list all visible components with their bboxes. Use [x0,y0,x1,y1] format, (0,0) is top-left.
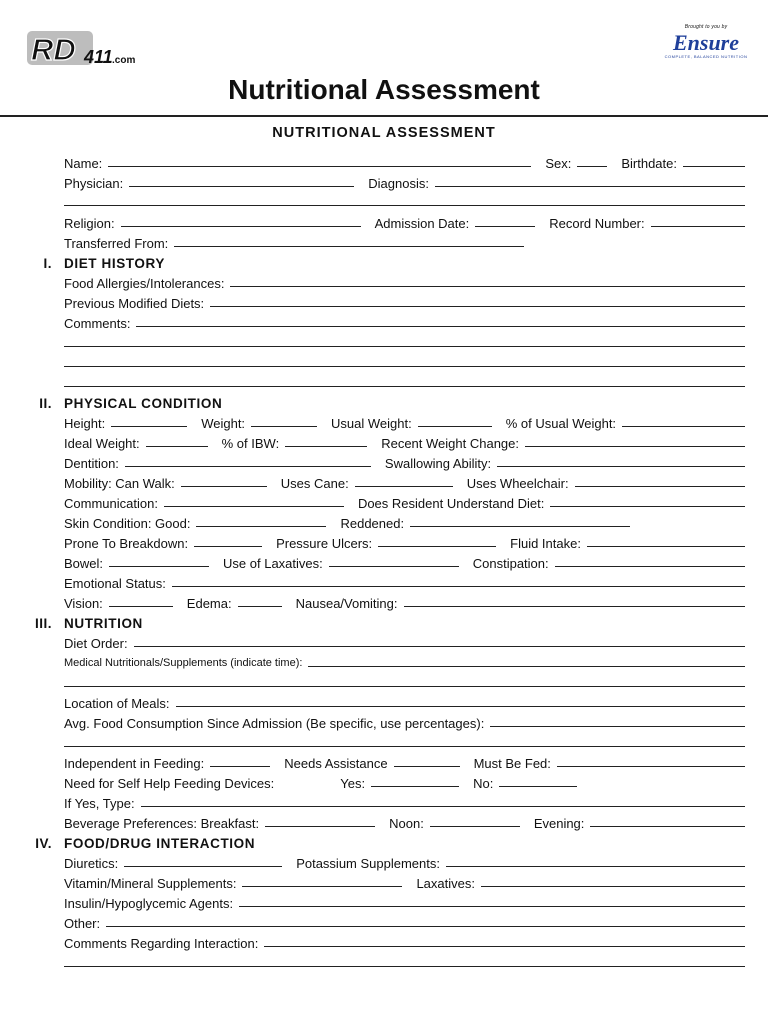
reddened-label: Reddened: [340,516,405,531]
row-supplements [64,651,745,671]
row-dentition [64,451,745,471]
height-field[interactable] [111,426,187,427]
vitamin-label: Vitamin/Mineral Supplements: [64,876,237,891]
emotional-field[interactable] [172,586,745,587]
insulin-field[interactable] [239,906,745,907]
independent-field[interactable] [210,766,270,767]
vision-label: Vision: [64,596,103,611]
fluid-intake-label: Fluid Intake: [510,536,581,551]
row-previous-diets [64,291,745,311]
section-number: III. [34,616,52,631]
row-bowel [64,551,745,571]
noon-field[interactable] [430,826,520,827]
religion-label: Religion: [64,216,115,231]
row-mobility [64,471,745,491]
vision-field[interactable] [109,606,173,607]
consumption-line-2[interactable] [64,746,745,747]
section-number: IV. [35,836,52,851]
supplements-field[interactable] [308,666,745,667]
emotional-label: Emotional Status: [64,576,166,591]
if-yes-label: If Yes, Type: [64,796,135,811]
understand-diet-field[interactable] [550,506,745,507]
no-label: No: [473,776,494,791]
previous-diets-label: Previous Modified Diets: [64,296,205,311]
other-label: Other: [64,916,101,931]
transferred-from-field[interactable] [174,246,524,247]
skin-good-field[interactable] [196,526,326,527]
edema-label: Edema: [186,596,232,611]
yes-label: Yes: [340,776,366,791]
section-number: I. [43,256,52,271]
name-field[interactable] [108,166,531,167]
row-diet-order [64,631,745,651]
can-walk-field[interactable] [181,486,267,487]
must-be-fed-field[interactable] [557,766,745,767]
recent-change-field[interactable] [525,446,745,447]
row-emotional [64,571,745,591]
section-nutrition [0,611,143,631]
laxatives-use-field[interactable] [329,566,459,567]
uses-cane-label: Uses Cane: [280,476,349,491]
rd411-logo [26,30,138,66]
row-allergies [64,271,745,291]
uses-wheelchair-label: Uses Wheelchair: [466,476,569,491]
weight-field[interactable] [251,426,317,427]
location-field[interactable] [176,706,745,707]
diuretics-field[interactable] [124,866,282,867]
potassium-field[interactable] [446,866,745,867]
row-transferred [64,231,745,251]
section-number: II. [39,396,52,411]
section-title: FOOD/DRUG INTERACTION [64,836,256,851]
no-field[interactable] [499,786,577,787]
allergies-field[interactable] [230,286,745,287]
dentition-label: Dentition: [64,456,119,471]
previous-diets-field[interactable] [210,306,745,307]
skin-good-label: Skin Condition: Good: [64,516,191,531]
laxatives-use-label: Use of Laxatives: [223,556,323,571]
row-prone-breakdown [64,531,745,551]
birthdate-label: Birthdate: [621,156,677,171]
pct-usual-weight-field[interactable] [622,426,745,427]
consumption-field[interactable] [490,726,745,727]
swallowing-field[interactable] [497,466,745,467]
interaction-comments-label: Comments Regarding Interaction: [64,936,259,951]
usual-weight-field[interactable] [418,426,492,427]
row-other [64,911,745,931]
laxatives-field[interactable] [481,886,745,887]
prone-breakdown-label: Prone To Breakdown: [64,536,189,551]
section-title: PHYSICAL CONDITION [64,396,223,411]
religion-field[interactable] [121,226,361,227]
ensure-logo [660,24,752,78]
diagnosis-label: Diagnosis: [368,176,429,191]
needs-assistance-field[interactable] [394,766,460,767]
interaction-comments-field[interactable] [264,946,745,947]
row-communication [64,491,745,511]
needs-assistance-label: Needs Assistance [284,756,388,771]
sex-label: Sex: [545,156,572,171]
physician-label: Physician: [64,176,124,191]
row-if-yes [64,791,745,811]
edema-field[interactable] [238,606,282,607]
sex-field[interactable] [577,166,607,167]
bowel-field[interactable] [109,566,209,567]
comments-line-4[interactable] [64,386,745,387]
pressure-ulcers-field[interactable] [378,546,496,547]
row-beverage [64,811,745,831]
communication-label: Communication: [64,496,158,511]
ensure-brought-text: Brought to you by [684,24,728,30]
admission-date-label: Admission Date: [374,216,470,231]
row-physician [64,171,745,191]
constipation-label: Constipation: [472,556,549,571]
communication-field[interactable] [164,506,344,507]
ensure-subtitle: COMPLETE, BALANCED NUTRITION [664,54,748,59]
noon-label: Noon: [389,816,424,831]
transferred-from-label: Transferred From: [64,236,169,251]
row-self-help [64,771,745,791]
yes-field[interactable] [371,786,459,787]
physician-field[interactable] [129,186,354,187]
ideal-weight-field[interactable] [146,446,208,447]
evening-label: Evening: [533,816,585,831]
section-food-drug [0,831,255,851]
swallowing-label: Swallowing Ability: [384,456,492,471]
comments-field[interactable] [136,326,745,327]
rd411-logo-letters: RD [31,32,76,66]
row-vitamin [64,871,745,891]
location-label: Location of Meals: [64,696,170,711]
row-diuretics [64,851,745,871]
ensure-brand: Ensure [672,30,740,55]
ideal-weight-label: Ideal Weight: [64,436,140,451]
row-skin [64,511,745,531]
reddened-field[interactable] [410,526,630,527]
row-vision [64,591,745,611]
row-name [64,151,745,171]
section-title: DIET HISTORY [64,256,165,271]
diagnosis-field[interactable] [435,186,745,187]
diet-order-label: Diet Order: [64,636,128,651]
page-header [0,0,768,118]
bowel-label: Bowel: [64,556,104,571]
breakfast-field[interactable] [265,826,375,827]
pct-ibw-field[interactable] [285,446,367,447]
diagnosis-extra-line[interactable] [64,205,745,206]
must-be-fed-label: Must Be Fed: [473,756,551,771]
section-physical-condition [0,391,222,411]
insulin-label: Insulin/Hypoglycemic Agents: [64,896,234,911]
fluid-intake-field[interactable] [587,546,745,547]
weight-label: Weight: [201,416,246,431]
pct-usual-weight-label: % of Usual Weight: [505,416,617,431]
row-location [64,691,745,711]
potassium-label: Potassium Supplements: [296,856,440,871]
other-field[interactable] [106,926,745,927]
rd411-logo-number: 411 [84,47,113,66]
rd411-logo-suffix: .com [112,55,136,66]
laxatives-label: Laxatives: [416,876,475,891]
interaction-comments-line-2[interactable] [64,966,745,967]
pressure-ulcers-label: Pressure Ulcers: [276,536,373,551]
prone-breakdown-field[interactable] [194,546,262,547]
comments-line-3[interactable] [64,366,745,367]
usual-weight-label: Usual Weight: [331,416,412,431]
pct-ibw-label: % of IBW: [221,436,280,451]
form-title: NUTRITIONAL ASSESSMENT [272,125,496,141]
row-religion [64,211,745,231]
understand-diet-label: Does Resident Understand Diet: [357,496,545,511]
row-comments [64,311,745,331]
row-feeding [64,751,745,771]
comments-line-2[interactable] [64,346,745,347]
record-number-field[interactable] [651,226,745,227]
birthdate-field[interactable] [683,166,745,167]
allergies-label: Food Allergies/Intolerances: [64,276,225,291]
nausea-label: Nausea/Vomiting: [295,596,398,611]
nausea-field[interactable] [404,606,745,607]
recent-change-label: Recent Weight Change: [381,436,519,451]
independent-label: Independent in Feeding: [64,756,205,771]
row-consumption [64,711,745,731]
mobility-label: Mobility: Can Walk: [64,476,175,491]
page-title: Nutritional Assessment [228,74,540,105]
section-diet-history [0,251,165,271]
name-label: Name: [64,156,103,171]
uses-cane-field[interactable] [355,486,453,487]
beverage-label: Beverage Preferences: Breakfast: [64,816,260,831]
vitamin-field[interactable] [242,886,402,887]
diuretics-label: Diuretics: [64,856,119,871]
record-number-label: Record Number: [549,216,645,231]
uses-wheelchair-field[interactable] [575,486,745,487]
row-ideal-weight [64,431,745,451]
header-divider [0,115,768,117]
admission-date-field[interactable] [475,226,535,227]
supplements-label: Medical Nutritionals/Supplements (indicate time): [64,657,303,669]
dentition-field[interactable] [125,466,371,467]
section-title: NUTRITION [64,616,143,631]
self-help-label: Need for Self Help Feeding Devices: [64,776,275,791]
row-interaction-comments [64,931,745,951]
if-yes-field[interactable] [141,806,745,807]
constipation-field[interactable] [555,566,745,567]
row-height [64,411,745,431]
height-label: Height: [64,416,106,431]
evening-field[interactable] [590,826,745,827]
row-insulin [64,891,745,911]
supplements-line-2[interactable] [64,686,745,687]
diet-order-field[interactable] [134,646,745,647]
consumption-label: Avg. Food Consumption Since Admission (Be specific, use percentages): [64,716,485,731]
comments-label: Comments: [64,316,131,331]
